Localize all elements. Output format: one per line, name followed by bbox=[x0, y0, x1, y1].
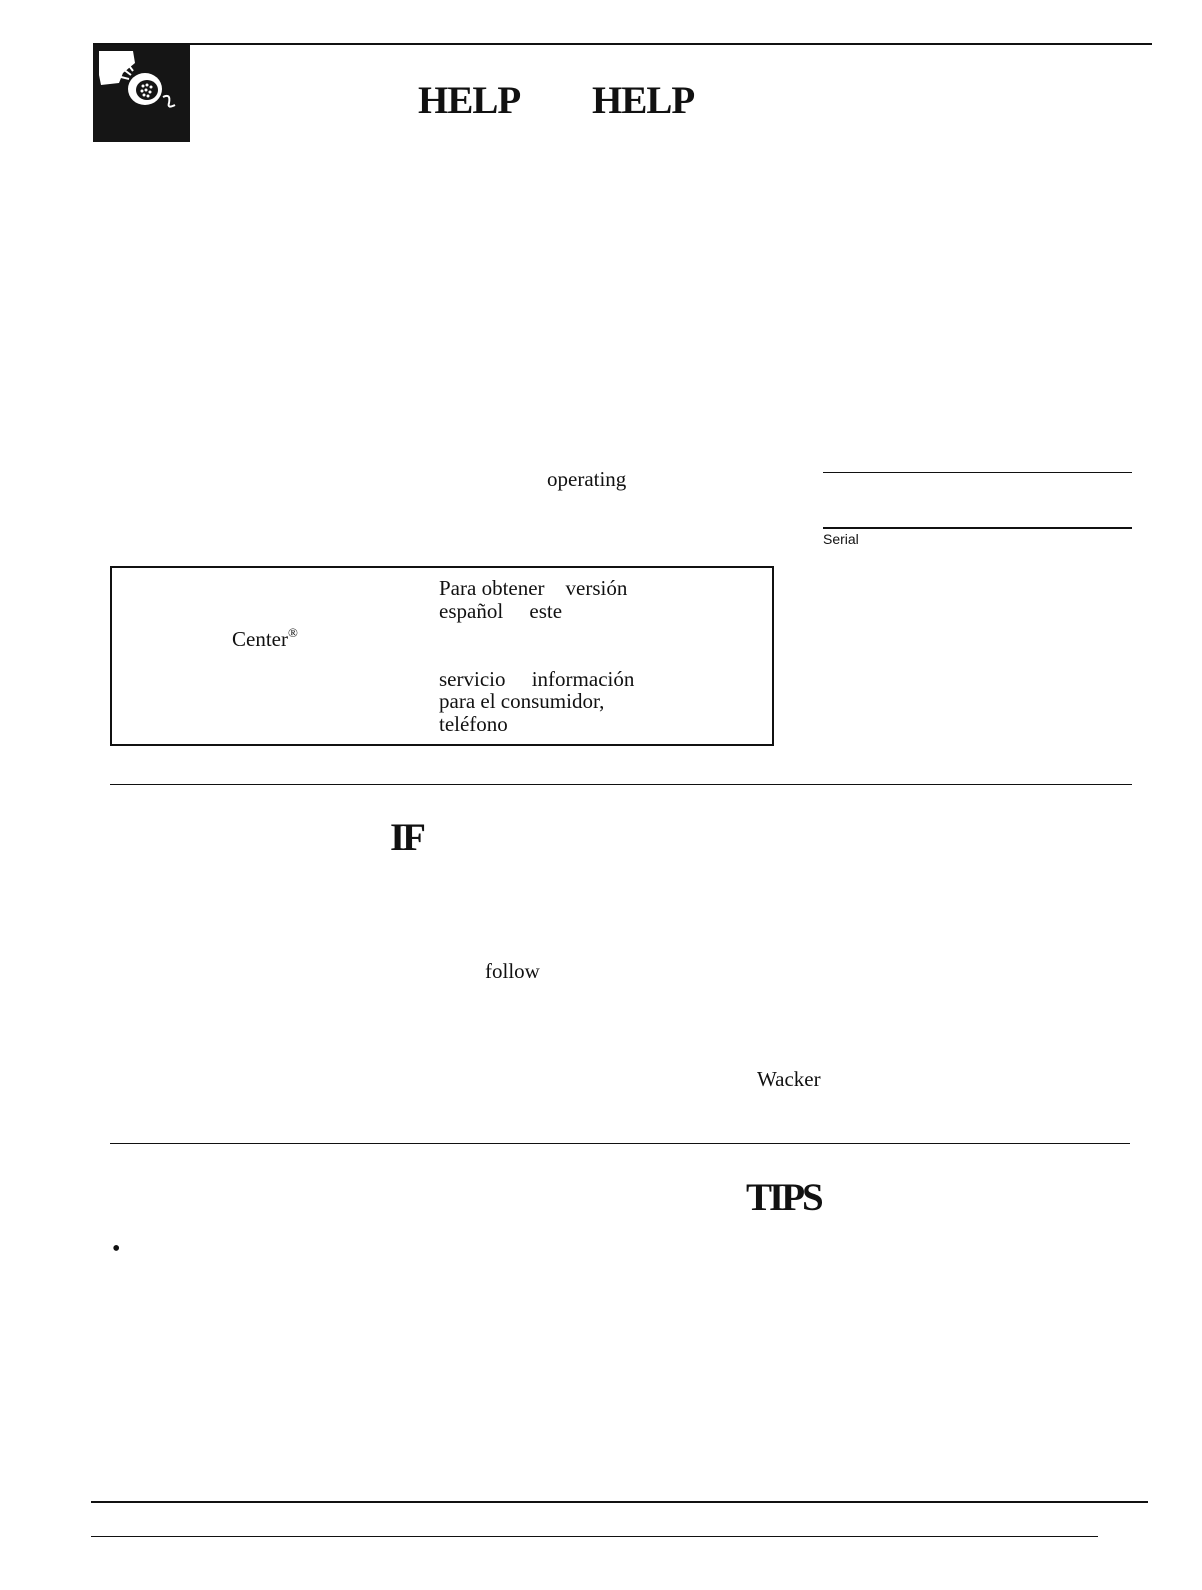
title-help-left: HELP bbox=[418, 79, 521, 122]
spanish-line-2: español este bbox=[439, 599, 563, 623]
serial-number-line bbox=[823, 527, 1132, 529]
spanish-line-4: para el consumidor, bbox=[439, 689, 605, 713]
footer-rule-bottom bbox=[91, 1536, 1098, 1537]
model-number-line bbox=[823, 472, 1132, 473]
footer-rule-top bbox=[91, 1501, 1148, 1503]
operating-word: operating bbox=[547, 467, 627, 491]
center-label: Center bbox=[232, 627, 288, 651]
if-section-rule bbox=[110, 784, 1132, 785]
spanish-line-3: servicio información bbox=[439, 667, 635, 691]
center-text bbox=[232, 622, 298, 650]
wacker-word: Wacker bbox=[757, 1067, 821, 1091]
telephone-illustration bbox=[93, 45, 190, 142]
follow-word: follow bbox=[485, 959, 540, 983]
if-heading: IF bbox=[390, 816, 423, 859]
header-top-rule bbox=[93, 43, 1152, 45]
title-help-right: HELP bbox=[592, 79, 695, 122]
serial-label: Serial bbox=[823, 531, 859, 547]
tips-bullet: • bbox=[112, 1236, 121, 1262]
spanish-line-5: teléfono bbox=[439, 712, 508, 736]
tips-heading: TIPS bbox=[746, 1176, 821, 1219]
telephone-icon bbox=[93, 45, 190, 142]
tips-section-rule bbox=[110, 1143, 1130, 1144]
spanish-line-1: Para obtener versión bbox=[439, 576, 628, 600]
registered-mark: ® bbox=[287, 625, 298, 640]
